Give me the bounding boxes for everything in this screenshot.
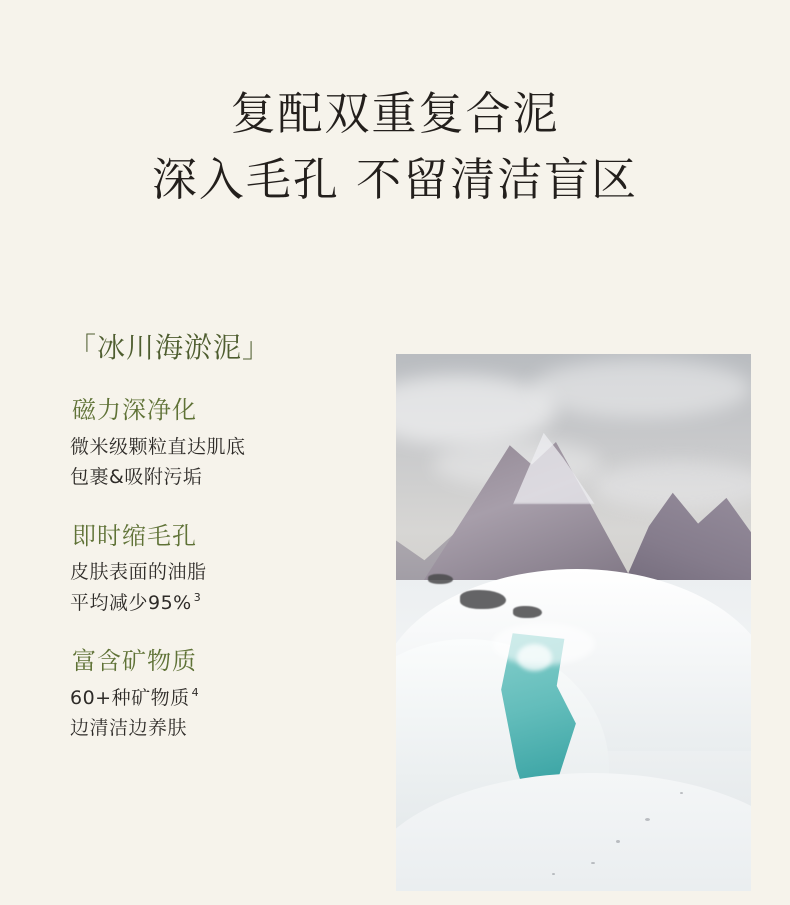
feature-title: 即时缩毛孔 bbox=[72, 521, 197, 550]
glacier-photo-canvas bbox=[396, 354, 751, 891]
rock-shape bbox=[513, 606, 541, 618]
feature-line bbox=[70, 589, 378, 618]
headline-line-2: 深入毛孔 不留清洁盲区 bbox=[151, 153, 639, 207]
feature-title: 富含矿物质 bbox=[72, 647, 197, 676]
feature-line: 包裹&吸附污垢 bbox=[70, 466, 203, 489]
feature-line: 边清洁边养肤 bbox=[70, 717, 188, 740]
glacier-photo bbox=[396, 354, 751, 891]
headline-line-1: 复配双重复合泥 bbox=[230, 87, 560, 140]
cloud-shape bbox=[531, 359, 751, 418]
section-title: 「冰川海淤泥」 bbox=[68, 331, 272, 364]
snow-speck bbox=[645, 818, 650, 821]
content-area bbox=[0, 330, 790, 890]
snow-speck bbox=[616, 840, 620, 843]
feature-title: 磁力深净化 bbox=[72, 396, 197, 425]
rock-shape bbox=[460, 590, 506, 608]
feature-line bbox=[70, 684, 378, 713]
feature-item bbox=[68, 520, 378, 617]
footnote-marker: 4 bbox=[191, 686, 200, 700]
feature-line-text: 60+种矿物质 bbox=[70, 686, 190, 709]
feature-line-text: 平均减少95% bbox=[70, 591, 192, 614]
feature-item bbox=[68, 394, 378, 491]
melt-pool-highlight bbox=[517, 644, 553, 671]
feature-line: 微米级颗粒直达肌底 bbox=[70, 435, 246, 458]
feature-item bbox=[68, 645, 378, 742]
rock-shape bbox=[428, 574, 453, 584]
feature-line: 皮肤表面的油脂 bbox=[70, 561, 207, 584]
footnote-marker: 3 bbox=[193, 591, 202, 605]
page-title bbox=[0, 0, 790, 209]
feature-list bbox=[68, 330, 378, 745]
